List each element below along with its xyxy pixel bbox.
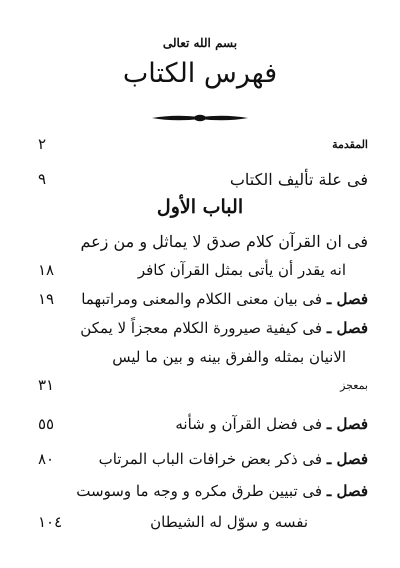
toc-entry-text: فى بيان معنى الكلام والمعنى ومراتبهما [81, 290, 323, 308]
toc-line[interactable] [38, 344, 368, 370]
toc-line[interactable] [38, 446, 368, 472]
toc-entry-label: بمعجز [340, 378, 368, 392]
toc-entry-label: انه يقدر أن يأتى بمثل القرآن كافر [137, 261, 346, 279]
toc-entry-label: المقدمة [332, 137, 368, 151]
toc-page-number: ٢ [38, 135, 47, 153]
basmala-heading: بسم الله تعالى [162, 36, 238, 50]
toc-entry-label [81, 290, 368, 308]
toc-line[interactable] [38, 509, 368, 535]
toc-line[interactable] [38, 411, 368, 437]
toc-line[interactable] [38, 478, 368, 504]
toc-page-number: ١٨ [38, 261, 55, 279]
page-title: فهرس الكتاب [122, 58, 278, 89]
toc-line[interactable] [38, 315, 368, 341]
toc-entry-reason[interactable] [38, 166, 368, 192]
title-ornament-icon [150, 111, 250, 125]
toc-entry-intro[interactable] [38, 131, 368, 157]
fasl-prefix: فصل ـ [326, 415, 368, 433]
toc-entry-label: فى ان القرآن كلام صدق لا يماثل و من زعم [80, 231, 368, 251]
toc-entry-label: نفسه و سوّل له الشيطان [150, 513, 308, 531]
fasl-prefix: فصل ـ [326, 450, 368, 468]
toc-page-number: ١٠٤ [38, 513, 63, 531]
toc-line[interactable] [38, 372, 368, 398]
toc-page-number: ٣١ [38, 376, 55, 394]
toc-entry-label [99, 450, 368, 468]
toc-page-number: ٨٠ [38, 450, 55, 468]
toc-page-number: ٩ [38, 170, 47, 188]
chapter-heading: الباب الأول [156, 196, 244, 218]
toc-page-number: ١٩ [38, 290, 55, 308]
toc-entry-label: الانيان بمثله والفرق بينه و بين ما ليس [112, 348, 346, 366]
toc-entry-text: فى كيفية صيرورة الكلام معجزاً لا يمكن [80, 319, 323, 337]
toc-entry-label [80, 319, 368, 337]
toc-entry-text: فى ذكر بعض خرافات الباب المرتاب [98, 450, 323, 468]
toc-line[interactable] [38, 286, 368, 312]
fasl-prefix: فصل ـ [326, 290, 368, 308]
toc-line[interactable] [38, 228, 368, 254]
toc-page-number: ٥٥ [38, 415, 55, 433]
fasl-prefix: فصل ـ [326, 319, 368, 337]
toc-entry-label: فى علة تأليف الكتاب [229, 169, 368, 189]
toc-line[interactable] [38, 257, 368, 283]
fasl-prefix: فصل ـ [326, 482, 368, 500]
toc-entry-label [76, 482, 368, 500]
toc-entry-text: فى فضل القرآن و شأنه [175, 415, 323, 433]
toc-entry-text: فى تبيين طرق مكره و وجه ما وسوست [76, 482, 323, 500]
toc-entry-label [175, 415, 368, 433]
